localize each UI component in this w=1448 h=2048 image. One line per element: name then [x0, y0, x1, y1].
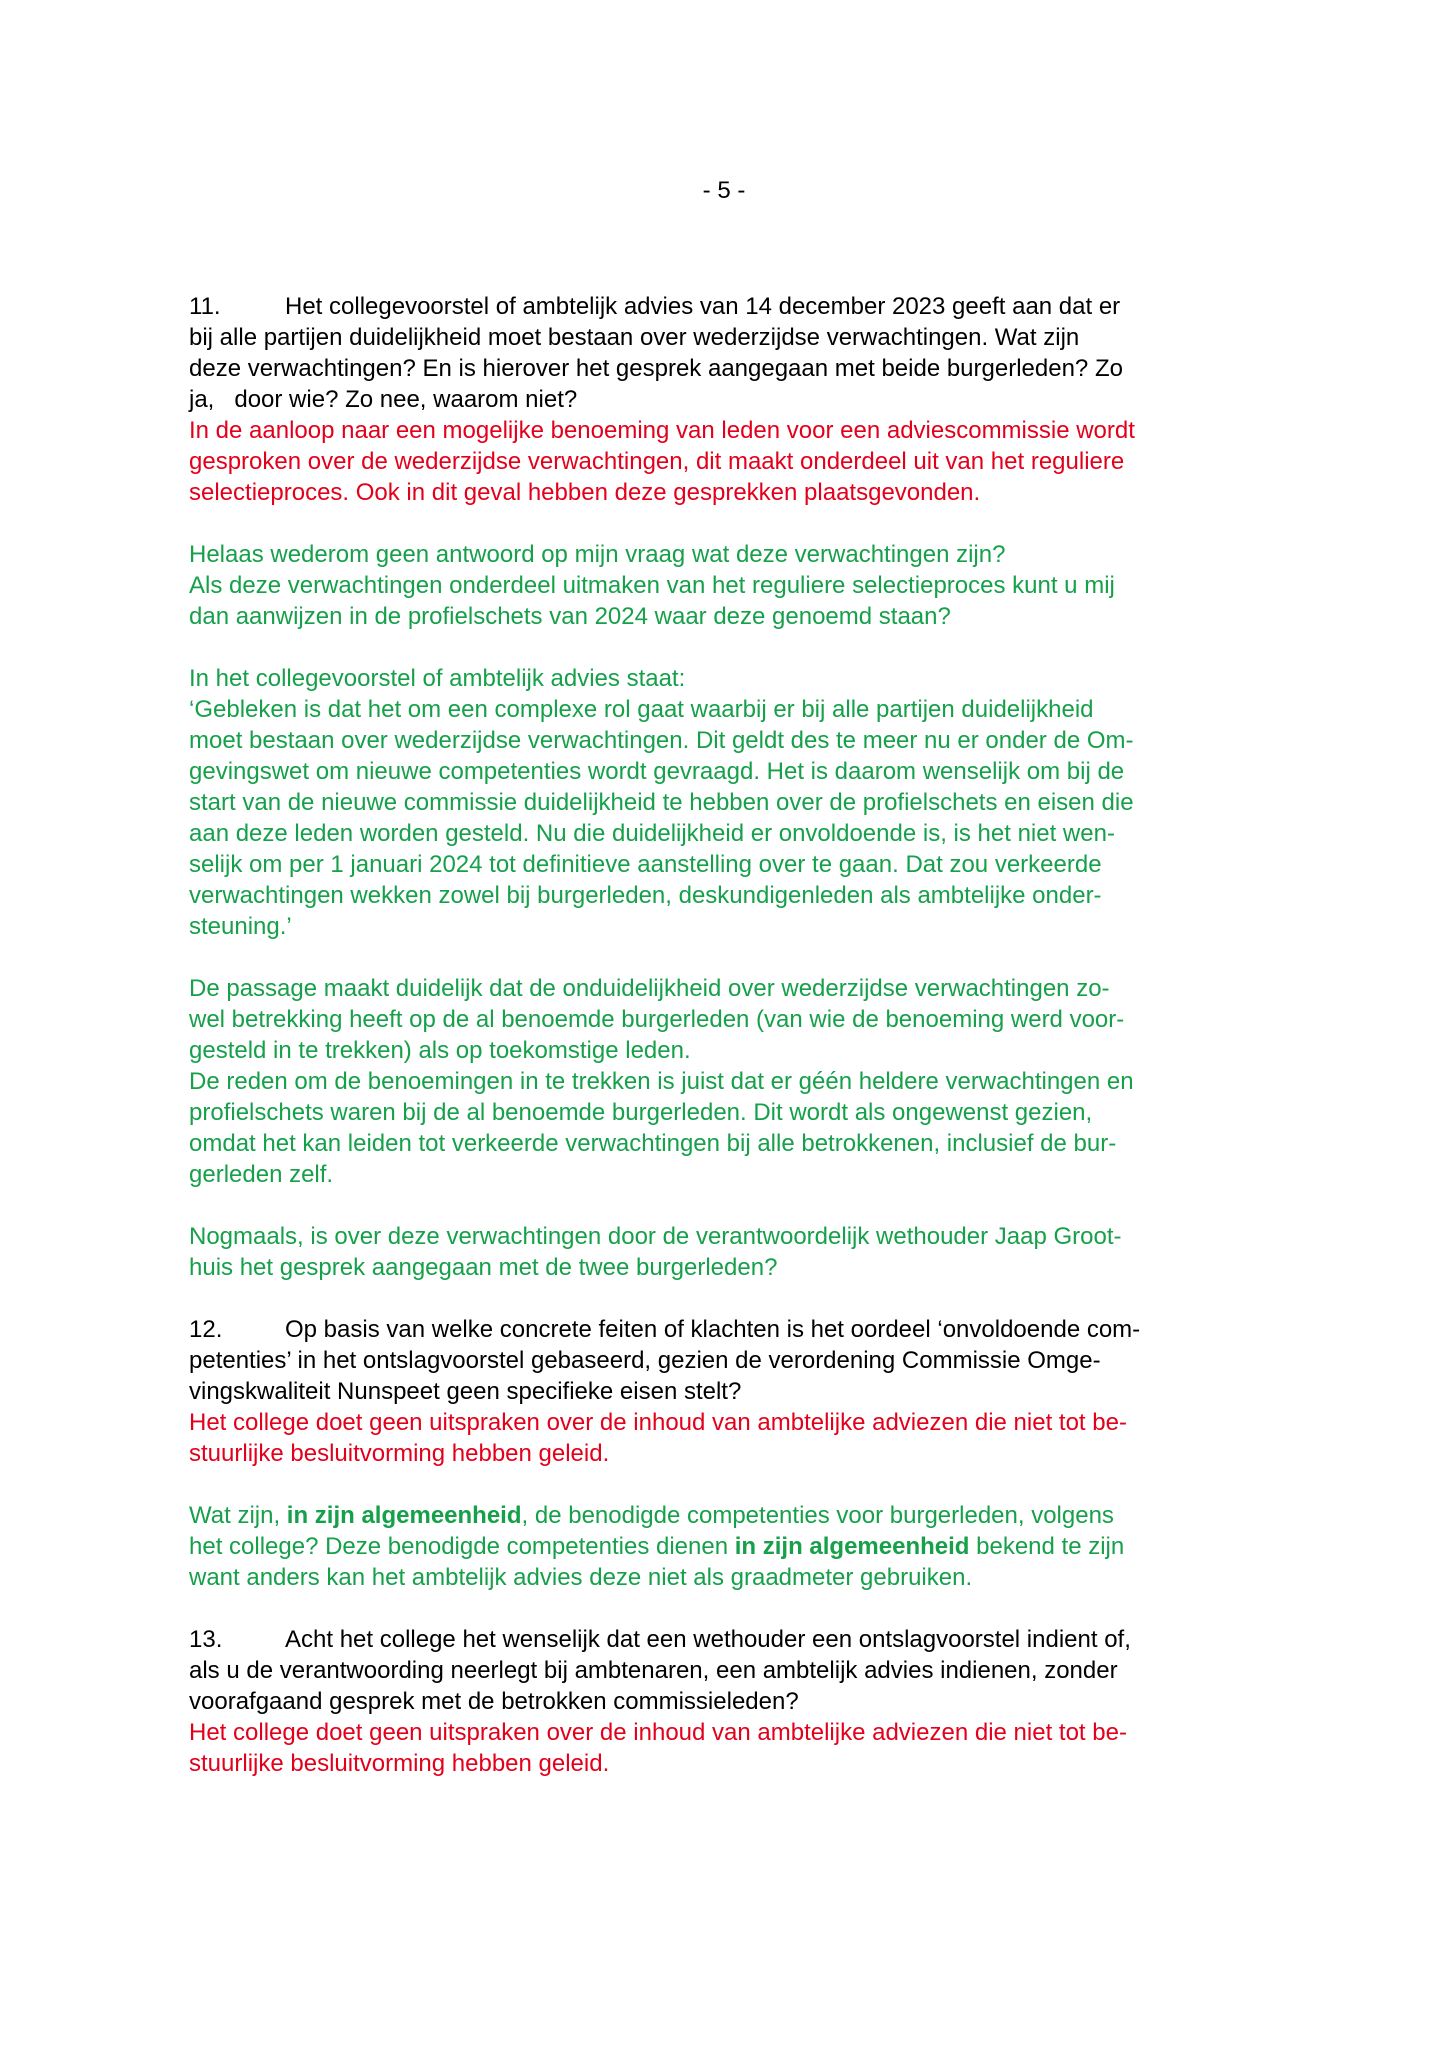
reaction-line: dan aanwijzen in de profielschets van 2024 waar deze genoemd staan? — [189, 603, 951, 630]
question-line: 13. Acht het college het wenselijk dat een wethouder een ontslagvoorstel indient of, — [189, 1626, 1131, 1653]
question-number: 12. — [189, 1316, 223, 1343]
answer-line: Het college doet geen uitspraken over de inhoud van ambtelijke adviezen die niet tot be- — [189, 1719, 1127, 1746]
reaction-11-quote — [189, 663, 1269, 942]
question-13 — [189, 1624, 1269, 1717]
reaction-12 — [189, 1500, 1269, 1593]
emphasis: in zijn algemeenheid — [734, 1533, 970, 1560]
answer-line: stuurlijke besluitvorming hebben geleid. — [189, 1440, 610, 1467]
reaction-line: gerleden zelf. — [189, 1161, 334, 1188]
question-12 — [189, 1314, 1269, 1407]
answer-line: stuurlijke besluitvorming hebben geleid. — [189, 1750, 610, 1777]
reaction-line: Nogmaals, is over deze verwachtingen door de verantwoordelijk wethouder Jaap Groot- — [189, 1223, 1122, 1250]
reaction-11-b — [189, 973, 1269, 1190]
reaction-line: huis het gesprek aangegaan met de twee burgerleden? — [189, 1254, 778, 1281]
question-line: voorafgaand gesprek met de betrokken commissieleden? — [189, 1688, 799, 1715]
question-number: 13. — [189, 1626, 223, 1653]
reaction-line: In het collegevoorstel of ambtelijk advies staat: — [189, 665, 686, 692]
reaction-line: profielschets waren bij de al benoemde burgerleden. Dit wordt als ongewenst gezien, — [189, 1099, 1093, 1126]
question-line: als u de verantwoording neerlegt bij ambtenaren, een ambtelijk advies indienen, zonder — [189, 1657, 1118, 1684]
answer-11 — [189, 415, 1269, 508]
reaction-line: gevingswet om nieuwe competenties wordt gevraagd. Het is daarom wenselijk om bij de — [189, 758, 1125, 785]
reaction-11-a — [189, 539, 1269, 632]
reaction-line: het college? Deze benodigde competenties dienen in zijn algemeenheid bekend te zijn — [189, 1533, 1125, 1560]
reaction-line: aan deze leden worden gesteld. Nu die duidelijkheid er onvoldoende is, is het niet wen- — [189, 820, 1115, 847]
reaction-line: De reden om de benoemingen in te trekken is juist dat er géén heldere verwachtingen en — [189, 1068, 1134, 1095]
reaction-line: start van de nieuwe commissie duidelijkheid te hebben over de profielschets en eisen die — [189, 789, 1134, 816]
reaction-line: Wat zijn, in zijn algemeenheid, de benodigde competenties voor burgerleden, volgens — [189, 1502, 1114, 1529]
document-body — [189, 291, 1269, 1779]
answer-12 — [189, 1407, 1269, 1469]
answer-line: In de aanloop naar een mogelijke benoeming van leden voor een adviescommissie wordt — [189, 417, 1135, 444]
reaction-line: omdat het kan leiden tot verkeerde verwachtingen bij alle betrokkenen, inclusief de bur- — [189, 1130, 1117, 1157]
question-number: 11. — [189, 293, 221, 320]
question-line: 12. Op basis van welke concrete feiten of klachten is het oordeel ‘onvoldoende com- — [189, 1316, 1141, 1343]
answer-line: gesproken over de wederzijdse verwachtingen, dit maakt onderdeel uit van het reguliere — [189, 448, 1125, 475]
emphasis: in zijn algemeenheid — [286, 1502, 522, 1529]
page-number: - 5 - — [702, 177, 746, 204]
reaction-line: verwachtingen wekken zowel bij burgerleden, deskundigenleden als ambtelijke onder- — [189, 882, 1102, 909]
answer-line: Het college doet geen uitspraken over de inhoud van ambtelijke adviezen die niet tot be- — [189, 1409, 1127, 1436]
question-line: vingskwaliteit Nunspeet geen specifieke eisen stelt? — [189, 1378, 742, 1405]
question-11 — [189, 291, 1269, 415]
reaction-line: Helaas wederom geen antwoord op mijn vraag wat deze verwachtingen zijn? — [189, 541, 1006, 568]
question-line: 11. Het collegevoorstel of ambtelijk advies van 14 december 2023 geeft aan dat er — [189, 293, 1121, 320]
reaction-line: ‘Gebleken is dat het om een complexe rol gaat waarbij er bij alle partijen duidelijkheid — [189, 696, 1094, 723]
reaction-line: wel betrekking heeft op de al benoemde burgerleden (van wie de benoeming werd voor- — [189, 1006, 1125, 1033]
reaction-line: Als deze verwachtingen onderdeel uitmaken van het reguliere selectieproces kunt u mij — [189, 572, 1115, 599]
reaction-line: steuning.’ — [189, 913, 292, 940]
reaction-line: gesteld in te trekken) als op toekomstige leden. — [189, 1037, 691, 1064]
reaction-line: want anders kan het ambtelijk advies deze niet als graadmeter gebruiken. — [189, 1564, 973, 1591]
answer-13 — [189, 1717, 1269, 1779]
question-line: bij alle partijen duidelijkheid moet bestaan over wederzijdse verwachtingen. Wat zijn — [189, 324, 1080, 351]
reaction-line: De passage maakt duidelijk dat de onduidelijkheid over wederzijdse verwachtingen zo- — [189, 975, 1110, 1002]
reaction-11-c — [189, 1221, 1269, 1283]
reaction-line: moet bestaan over wederzijdse verwachtingen. Dit geldt des te meer nu er onder de Om- — [189, 727, 1134, 754]
question-line: petenties’ in het ontslagvoorstel gebaseerd, gezien de verordening Commissie Omge- — [189, 1347, 1101, 1374]
question-line: deze verwachtingen? En is hierover het gesprek aangegaan met beide burgerleden? Zo — [189, 355, 1123, 382]
reaction-line: selijk om per 1 januari 2024 tot definitieve aanstelling over te gaan. Dat zou verkeerde — [189, 851, 1102, 878]
question-line: ja, door wie? Zo nee, waarom niet? — [189, 386, 578, 413]
answer-line: selectieproces. Ook in dit geval hebben deze gesprekken plaatsgevonden. — [189, 479, 981, 506]
